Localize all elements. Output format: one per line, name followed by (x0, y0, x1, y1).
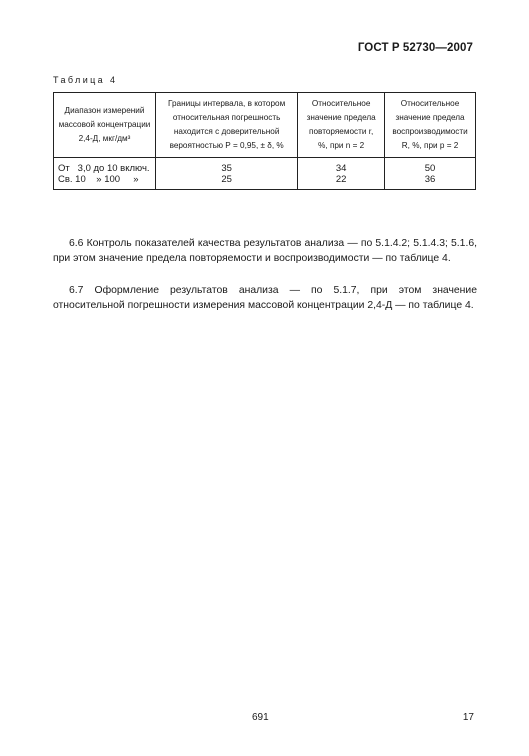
header-repeatability-line: значение предела (306, 113, 376, 122)
header-repeatability-line: %, при n = 2 (318, 141, 365, 150)
cell-range: От 3,0 до 10 включ. (54, 158, 156, 175)
header-range-line: Диапазон измерений (64, 106, 145, 115)
header-reproducibility (385, 93, 476, 158)
cell-repeatability: 22 (298, 174, 385, 190)
header-range (54, 93, 156, 158)
paragraph-6-7 (53, 283, 477, 313)
cell-repeatability: 34 (298, 158, 385, 175)
limits-table (53, 92, 476, 190)
header-reproducibility-line: R, %, при p = 2 (401, 141, 459, 150)
header-repeatability-line: повторяемости r, (309, 127, 374, 136)
header-range-line: 2,4-Д, мкг/дм³ (78, 134, 131, 143)
table-row (54, 174, 476, 190)
cell-delta: 35 (155, 158, 297, 175)
footer-sheet-number: 691 (252, 712, 269, 723)
cell-range: Св. 10 » 100 » (54, 174, 156, 190)
header-error-line: относительная погрешность (172, 113, 281, 122)
header-reproducibility-line: воспроизводимости (392, 127, 468, 136)
document-id: ГОСТ Р 52730—2007 (357, 42, 473, 54)
header-error-line: вероятностью Р = 0,95, ± δ, % (169, 141, 284, 150)
table-caption: Таблица 4 (53, 75, 118, 85)
paragraph-6-6 (53, 236, 477, 266)
header-repeatability (298, 93, 385, 158)
header-reproducibility-line: Относительное (400, 99, 460, 108)
header-reproducibility-line: значение предела (395, 113, 465, 122)
paragraph-6-7-text: 6.7 Оформление результатов анализа — по 5.1.7, при этом значение относительной погрешности измерения массовой концентрации 2,4-Д — по таблице 4. (53, 285, 477, 311)
paragraph-6-6-text: 6.6 Контроль показателей качества результатов анализа — по 5.1.4.2; 5.1.4.3; 5.1.6, при этом значение предела повторяемости и воспроизводимости — по таблице 4. (53, 238, 477, 264)
header-error-bounds (155, 93, 297, 158)
cell-delta: 25 (155, 174, 297, 190)
header-error-line: находится с доверительной (173, 127, 280, 136)
table-header-row (54, 93, 476, 158)
header-range-line: массовой концентрации (58, 120, 151, 129)
cell-reproducibility: 50 (385, 158, 476, 175)
header-repeatability-line: Относительное (311, 99, 371, 108)
cell-reproducibility: 36 (385, 174, 476, 190)
header-error-line: Границы интервала, в котором (168, 99, 286, 108)
table-row (54, 158, 476, 175)
page-number: 17 (462, 712, 474, 723)
